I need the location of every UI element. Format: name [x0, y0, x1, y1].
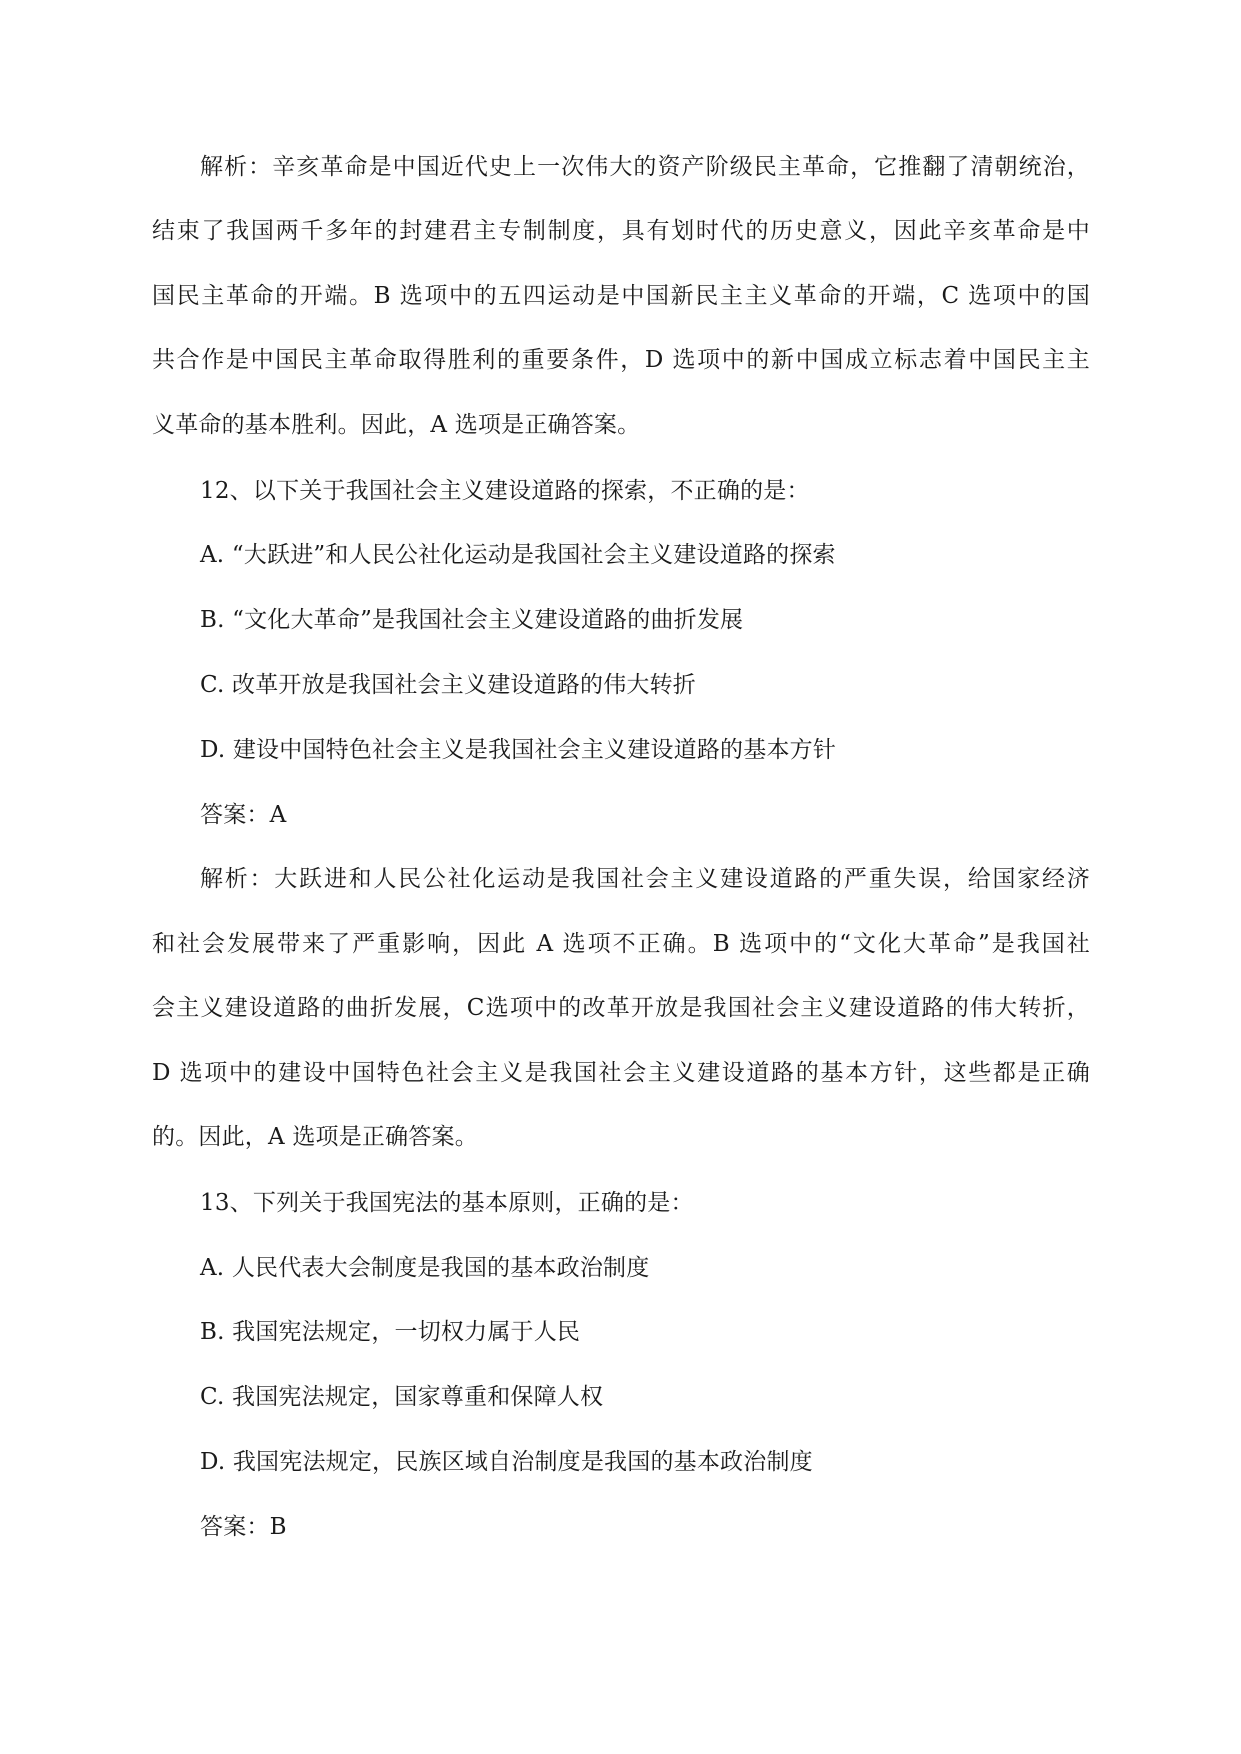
question-12-option-b: B. “文化大革命”是我国社会主义建设道路的曲折发展 [200, 607, 744, 633]
analysis-11-line-4: 共合作是中国民主革命取得胜利的重要条件，D 选项中的新中国成立标志着中国民主主 [152, 347, 1090, 373]
question-12-stem: 12、以下关于我国社会主义建设道路的探索，不正确的是： [200, 478, 810, 504]
analysis-11-line-3: 国民主革命的开端。B 选项中的五四运动是中国新民主主义革命的开端，C 选项中的国 [152, 283, 1090, 309]
question-13-answer: 答案：B [200, 1514, 287, 1540]
question-13-option-a: A. 人民代表大会制度是我国的基本政治制度 [200, 1255, 650, 1281]
question-13-option-c: C. 我国宪法规定，国家尊重和保障人权 [200, 1384, 604, 1410]
question-12-option-c: C. 改革开放是我国社会主义建设道路的伟大转折 [200, 672, 697, 698]
analysis-12-line-5: 的。因此，A 选项是正确答案。 [152, 1124, 478, 1150]
question-12-option-a: A. “大跃进”和人民公社化运动是我国社会主义建设道路的探索 [200, 542, 836, 568]
question-13-option-d: D. 我国宪法规定，民族区域自治制度是我国的基本政治制度 [200, 1449, 813, 1475]
analysis-12-line-4: D 选项中的建设中国特色社会主义是我国社会主义建设道路的基本方针，这些都是正确 [152, 1060, 1090, 1086]
analysis-12-line-3: 会主义建设道路的曲折发展，C选项中的改革开放是我国社会主义建设道路的伟大转折， [152, 995, 1090, 1021]
analysis-12-line-2: 和社会发展带来了严重影响，因此 A 选项不正确。B 选项中的“文化大革命”是我国社 [152, 931, 1090, 957]
question-12-answer: 答案：A [200, 802, 287, 828]
question-12-option-d: D. 建设中国特色社会主义是我国社会主义建设道路的基本方针 [200, 737, 837, 763]
analysis-11-line-5: 义革命的基本胜利。因此，A 选项是正确答案。 [152, 412, 641, 438]
analysis-11-line-2: 结束了我国两千多年的封建君主专制制度，具有划时代的历史意义，因此辛亥革命是中 [152, 218, 1090, 244]
analysis-12-line-1: 解析：大跃进和人民公社化运动是我国社会主义建设道路的严重失误，给国家经济 [200, 866, 1090, 892]
analysis-11-line-1: 解析：辛亥革命是中国近代史上一次伟大的资产阶级民主革命，它推翻了清朝统治， [200, 154, 1090, 180]
question-13-option-b: B. 我国宪法规定，一切权力属于人民 [200, 1319, 581, 1345]
question-13-stem: 13、下列关于我国宪法的基本原则，正确的是： [200, 1190, 694, 1216]
